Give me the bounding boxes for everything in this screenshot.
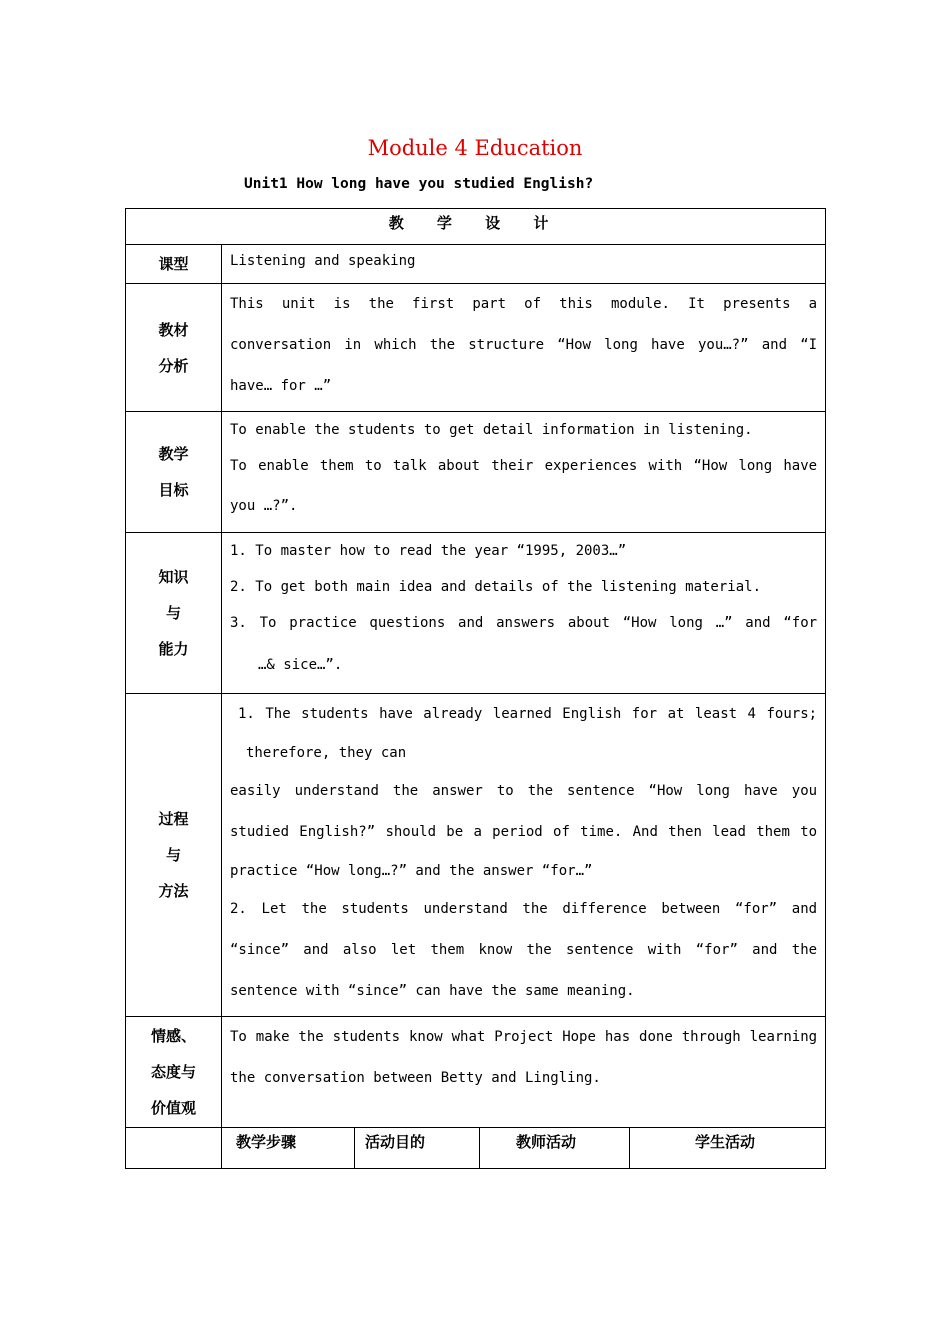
steps-header-cell: 学生活动 (630, 1128, 826, 1169)
knowledge-text (222, 533, 826, 694)
steps-empty-cell (126, 1128, 222, 1169)
process-text (222, 694, 826, 1017)
process-label-line: 方法 (158, 882, 189, 900)
process-line: practice “How long…?” and the answer “for…” (230, 863, 593, 879)
objectives-line: To enable the students to get detail information in listening. (230, 422, 753, 438)
course-type-value: Listening and speaking (222, 245, 826, 284)
steps-header-cell: 教学步骤 (222, 1128, 355, 1169)
objectives-line: To enable them to talk about their experiences with “How long have (230, 458, 818, 474)
material-line: conversation in which the structure “How long have you…?” and “I (230, 337, 818, 353)
emotion-label-line: 态度与 (150, 1063, 196, 1081)
course-type-label: 课型 (126, 245, 222, 284)
process-line: sentence with “since” can have the same meaning. (230, 983, 635, 999)
process-label-line: 过程 (158, 810, 189, 828)
objectives-label-line: 目标 (158, 481, 189, 499)
emotion-label (126, 1017, 222, 1128)
process-row (126, 694, 826, 1017)
material-label (126, 284, 222, 412)
process-line: easily understand the answer to the sentence “How long have you (230, 783, 818, 799)
objectives-label-line: 教学 (158, 445, 189, 463)
objectives-line: you …?”. (230, 498, 298, 514)
knowledge-item: 1. To master how to read the year “1995, 2003…” (230, 543, 627, 559)
objectives-row (126, 412, 826, 533)
document-title: Module 4 Education (367, 136, 583, 160)
material-row (126, 284, 826, 412)
course-type-row (126, 245, 826, 284)
emotion-label-line: 价值观 (150, 1099, 196, 1117)
steps-header-row (126, 1128, 826, 1169)
material-line: have… for …” (230, 378, 332, 394)
steps-header-cell: 活动目的 (355, 1128, 480, 1169)
process-line: “since” and also let them know the sentence with “for” and the (230, 942, 818, 958)
knowledge-item: …& sice…”. (258, 657, 343, 673)
process-label-line: 与 (165, 846, 181, 864)
process-line: studied English?” should be a period of time. And then lead them to (230, 824, 818, 840)
process-label (126, 694, 222, 1017)
knowledge-item: 3. To practice questions and answers about “How long …” and “for (230, 615, 818, 631)
table-heading: 教 学 设 计 (126, 209, 826, 245)
knowledge-item: 2. To get both main idea and details of the listening material. (230, 579, 762, 595)
emotion-row (126, 1017, 826, 1128)
material-label-line: 分析 (158, 356, 189, 375)
material-line: This unit is the first part of this module. It presents a (230, 296, 818, 312)
knowledge-label (126, 533, 222, 694)
knowledge-row (126, 533, 826, 694)
knowledge-label-line: 与 (165, 604, 181, 622)
knowledge-label-line: 知识 (158, 568, 189, 586)
material-text (222, 284, 826, 412)
objectives-label (126, 412, 222, 533)
lesson-design-table (125, 208, 826, 1169)
emotion-line: To make the students know what Project Hope has done through learning (230, 1029, 818, 1045)
process-line: therefore, they can (246, 745, 407, 761)
objectives-text (222, 412, 826, 533)
emotion-line: the conversation between Betty and Lingling. (230, 1070, 601, 1086)
knowledge-label-line: 能力 (158, 640, 189, 658)
process-line: 1. The students have already learned English for at least 4 fours; (238, 706, 818, 722)
unit-subtitle: Unit1 How long have you studied English? (244, 176, 594, 192)
steps-header-cell: 教师活动 (480, 1128, 630, 1169)
process-line: 2. Let the students understand the difference between “for” and (230, 901, 818, 917)
emotion-label-line: 情感、 (150, 1027, 196, 1045)
material-label-line: 教材 (158, 320, 189, 339)
table-heading-row (126, 209, 826, 245)
emotion-text (222, 1017, 826, 1128)
